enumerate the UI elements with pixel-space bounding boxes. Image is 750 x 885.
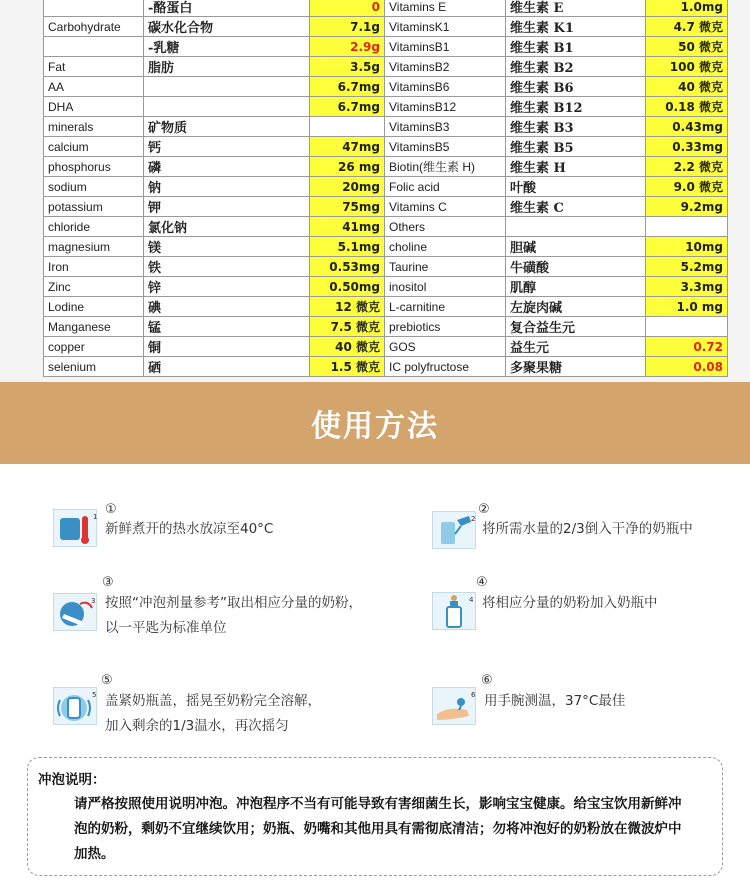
step-6-line-1: 用手腕测温，37°C最佳 [484, 693, 626, 709]
step-4 [432, 575, 732, 635]
nutrition-cell-1: copper [44, 337, 144, 357]
nutrition-cell-6: 1.0 mg [646, 297, 728, 317]
nutrition-cell-4: Biotin(维生素 H) [385, 157, 506, 177]
nutrition-row [44, 317, 728, 337]
nutrition-cell-5: 肌醇 [506, 277, 646, 297]
nutrition-cell-2: 锰 [144, 317, 310, 337]
nutrition-cell-3: 6.7mg [310, 97, 385, 117]
nutrition-cell-3: 75mg [310, 197, 385, 217]
nutrition-cell-2 [144, 77, 310, 97]
nutrition-cell-4: Vitamins C [385, 197, 506, 217]
nutrition-row [44, 97, 728, 117]
step-2-text [482, 517, 693, 542]
step-6 [432, 673, 732, 733]
nutrition-cell-6: 0.72 [646, 337, 728, 357]
pour-water-icon [432, 511, 476, 549]
step-5-number: ⑤ [101, 673, 113, 688]
nutrition-cell-2: -酪蛋白 [144, 0, 310, 17]
nutrition-cell-6 [646, 217, 728, 237]
nutrition-cell-4: VitaminsB12 [385, 97, 506, 117]
nutrition-cell-1: DHA [44, 97, 144, 117]
nutrition-cell-6: 2.2 微克 [646, 157, 728, 177]
nutrition-cell-3: 26 mg [310, 157, 385, 177]
nutrition-cell-5: 维生素 B5 [506, 137, 646, 157]
nutrition-cell-5: 维生素 K1 [506, 17, 646, 37]
wrist-test-icon [432, 687, 476, 725]
nutrition-table [43, 0, 728, 377]
nutrition-cell-6: 3.3mg [646, 277, 728, 297]
nutrition-cell-2: -乳糖 [144, 37, 310, 57]
nutrition-cell-1: potassium [44, 197, 144, 217]
nutrition-cell-5: 叶酸 [506, 177, 646, 197]
nutrition-cell-3: 0.50mg [310, 277, 385, 297]
nutrition-cell-6: 9.2mg [646, 197, 728, 217]
nutrition-cell-3: 0 [310, 0, 385, 17]
note-line-3: 加热。 [74, 846, 115, 862]
nutrition-cell-5: 维生素 H [506, 157, 646, 177]
nutrition-row [44, 57, 728, 77]
nutrition-cell-3: 7.5 微克 [310, 317, 385, 337]
step-1-text [105, 517, 273, 542]
nutrition-cell-5: 维生素 E [506, 0, 646, 17]
nutrition-cell-4: VitaminsB2 [385, 57, 506, 77]
nutrition-cell-6: 9.0 微克 [646, 177, 728, 197]
nutrition-cell-5: 左旋肉碱 [506, 297, 646, 317]
nutrition-cell-2: 铁 [144, 257, 310, 277]
nutrition-cell-4: VitaminsB5 [385, 137, 506, 157]
note-line-1: 请严格按照使用说明冲泡。冲泡程序不当有可能导致有害细菌生长，影响宝宝健康。给宝宝饮用新鲜冲 [74, 796, 682, 812]
nutrition-cell-5: 维生素 C [506, 197, 646, 217]
nutrition-cell-4: VitaminsB1 [385, 37, 506, 57]
nutrition-cell-2: 钙 [144, 137, 310, 157]
nutrition-cell-6: 0.43mg [646, 117, 728, 137]
step-3-text [105, 591, 362, 641]
nutrition-cell-6: 1.0mg [646, 0, 728, 17]
nutrition-cell-3: 41mg [310, 217, 385, 237]
nutrition-cell-2: 铜 [144, 337, 310, 357]
nutrition-cell-6: 5.2mg [646, 257, 728, 277]
nutrition-cell-4: Taurine [385, 257, 506, 277]
step-6-badge: 6 [471, 691, 476, 699]
nutrition-cell-6 [646, 317, 728, 337]
step-4-number: ④ [476, 575, 488, 590]
shake-bottle-icon [53, 687, 97, 725]
nutrition-cell-2: 钠 [144, 177, 310, 197]
step-3-number: ③ [102, 575, 114, 590]
nutrition-cell-5: 维生素 B2 [506, 57, 646, 77]
nutrition-cell-4: inositol [385, 277, 506, 297]
nutrition-cell-3: 6.7mg [310, 77, 385, 97]
nutrition-row [44, 117, 728, 137]
nutrition-cell-1: calcium [44, 137, 144, 157]
nutrition-cell-6: 0.08 [646, 357, 728, 377]
nutrition-cell-4: choline [385, 237, 506, 257]
nutrition-cell-4: Folic acid [385, 177, 506, 197]
step-3-line-2: 以一平匙为标准单位 [105, 620, 227, 636]
note-body [74, 792, 714, 867]
usage-banner [0, 382, 750, 464]
nutrition-cell-3: 40 微克 [310, 337, 385, 357]
step-5-badge: 5 [92, 691, 97, 699]
nutrition-cell-1 [44, 0, 144, 17]
nutrition-cell-3: 47mg [310, 137, 385, 157]
nutrition-cell-2: 钾 [144, 197, 310, 217]
nutrition-cell-4: Vitamins E [385, 0, 506, 17]
step-3-badge: 3 [91, 597, 96, 605]
nutrition-cell-3: 20mg [310, 177, 385, 197]
nutrition-cell-5: 多聚果糖 [506, 357, 646, 377]
nutrition-cell-2: 磷 [144, 157, 310, 177]
nutrition-cell-2: 氯化钠 [144, 217, 310, 237]
nutrition-cell-4: prebiotics [385, 317, 506, 337]
nutrition-cell-1: sodium [44, 177, 144, 197]
nutrition-cell-2: 脂肪 [144, 57, 310, 77]
nutrition-cell-5: 牛磺酸 [506, 257, 646, 277]
step-1-badge: 1 [93, 513, 98, 521]
note-line-2: 泡的奶粉，剩奶不宜继续饮用；奶瓶、奶嘴和其他用具有需彻底清洁；勿将冲泡好的奶粉放在微波炉中 [74, 821, 682, 837]
nutrition-cell-4: VitaminsB3 [385, 117, 506, 137]
nutrition-cell-2: 硒 [144, 357, 310, 377]
nutrition-cell-1: selenium [44, 357, 144, 377]
step-6-text [484, 689, 625, 714]
nutrition-cell-2: 碘 [144, 297, 310, 317]
nutrition-cell-1: Zinc [44, 277, 144, 297]
nutrition-row [44, 257, 728, 277]
nutrition-cell-3 [310, 117, 385, 137]
nutrition-cell-1: AA [44, 77, 144, 97]
nutrition-cell-3: 1.5 微克 [310, 357, 385, 377]
nutrition-cell-4: VitaminsB6 [385, 77, 506, 97]
nutrition-cell-6: 100 微克 [646, 57, 728, 77]
step-4-badge: 4 [469, 596, 474, 604]
nutrition-row [44, 137, 728, 157]
step-2 [432, 502, 732, 552]
nutrition-row [44, 237, 728, 257]
nutrition-cell-6: 4.7 微克 [646, 17, 728, 37]
nutrition-row [44, 157, 728, 177]
nutrition-cell-5: 维生素 B1 [506, 37, 646, 57]
nutrition-cell-5: 复合益生元 [506, 317, 646, 337]
nutrition-cell-2 [144, 97, 310, 117]
nutrition-row [44, 177, 728, 197]
note-title: 冲泡说明： [38, 772, 106, 788]
nutrition-cell-1: chloride [44, 217, 144, 237]
step-1-line-1: 新鲜煮开的热水放凉至40°C [105, 521, 274, 537]
nutrition-row [44, 277, 728, 297]
nutrition-row [44, 17, 728, 37]
nutrition-cell-3: 12 微克 [310, 297, 385, 317]
nutrition-cell-4: VitaminsK1 [385, 17, 506, 37]
nutrition-cell-5: 维生素 B6 [506, 77, 646, 97]
nutrition-cell-1: Iron [44, 257, 144, 277]
nutrition-cell-2: 碳水化合物 [144, 17, 310, 37]
brewing-note-box [27, 757, 723, 876]
step-5-line-2: 加入剩余的1/3温水，再次摇匀 [105, 718, 289, 734]
nutrition-cell-2: 镁 [144, 237, 310, 257]
step-5-line-1: 盖紧奶瓶盖，摇晃至奶粉完全溶解， [105, 693, 321, 709]
step-1-number: ① [105, 502, 117, 517]
nutrition-row [44, 337, 728, 357]
banner-title: 使用方法 [311, 409, 439, 444]
nutrition-row [44, 197, 728, 217]
nutrition-cell-1: Fat [44, 57, 144, 77]
nutrition-row [44, 77, 728, 97]
nutrition-cell-6: 0.33mg [646, 137, 728, 157]
step-5 [53, 673, 393, 743]
step-1 [53, 502, 393, 552]
nutrition-cell-5: 益生元 [506, 337, 646, 357]
step-4-text [482, 591, 658, 616]
nutrition-cell-5 [506, 217, 646, 237]
scoop-powder-icon [53, 593, 97, 631]
thermometer-kettle-icon [53, 509, 97, 547]
nutrition-cell-6: 0.18 微克 [646, 97, 728, 117]
nutrition-cell-4: L-carnitine [385, 297, 506, 317]
nutrition-cell-1: magnesium [44, 237, 144, 257]
step-2-number: ② [478, 502, 490, 517]
step-4-line-1: 将相应分量的奶粉加入奶瓶中 [482, 595, 658, 611]
nutrition-cell-3: 7.1g [310, 17, 385, 37]
nutrition-cell-4: Others [385, 217, 506, 237]
nutrition-row [44, 37, 728, 57]
nutrition-cell-5: 维生素 B12 [506, 97, 646, 117]
nutrition-cell-2: 矿物质 [144, 117, 310, 137]
nutrition-cell-2: 锌 [144, 277, 310, 297]
nutrition-cell-1: Lodine [44, 297, 144, 317]
step-3-line-1: 按照“冲泡剂量参考”取出相应分量的奶粉， [105, 595, 362, 611]
nutrition-cell-1 [44, 37, 144, 57]
nutrition-cell-1: phosphorus [44, 157, 144, 177]
nutrition-table-section [0, 0, 750, 382]
step-5-text [105, 689, 321, 739]
add-powder-bottle-icon [432, 592, 476, 630]
nutrition-cell-3: 0.53mg [310, 257, 385, 277]
step-6-number: ⑥ [481, 673, 493, 688]
step-2-badge: 2 [471, 515, 476, 523]
nutrition-cell-4: IC polyfructose [385, 357, 506, 377]
step-2-line-1: 将所需水量的2/3倒入干净的奶瓶中 [482, 521, 693, 537]
nutrition-cell-3: 2.9g [310, 37, 385, 57]
nutrition-cell-1: minerals [44, 117, 144, 137]
nutrition-row [44, 0, 728, 17]
nutrition-cell-3: 5.1mg [310, 237, 385, 257]
nutrition-cell-6: 40 微克 [646, 77, 728, 97]
nutrition-cell-4: GOS [385, 337, 506, 357]
nutrition-row [44, 217, 728, 237]
step-3 [53, 575, 413, 645]
nutrition-cell-6: 50 微克 [646, 37, 728, 57]
nutrition-cell-1: Carbohydrate [44, 17, 144, 37]
nutrition-cell-5: 维生素 B3 [506, 117, 646, 137]
nutrition-row [44, 297, 728, 317]
nutrition-cell-6: 10mg [646, 237, 728, 257]
nutrition-cell-3: 3.5g [310, 57, 385, 77]
nutrition-row [44, 357, 728, 377]
nutrition-cell-1: Manganese [44, 317, 144, 337]
nutrition-cell-5: 胆碱 [506, 237, 646, 257]
